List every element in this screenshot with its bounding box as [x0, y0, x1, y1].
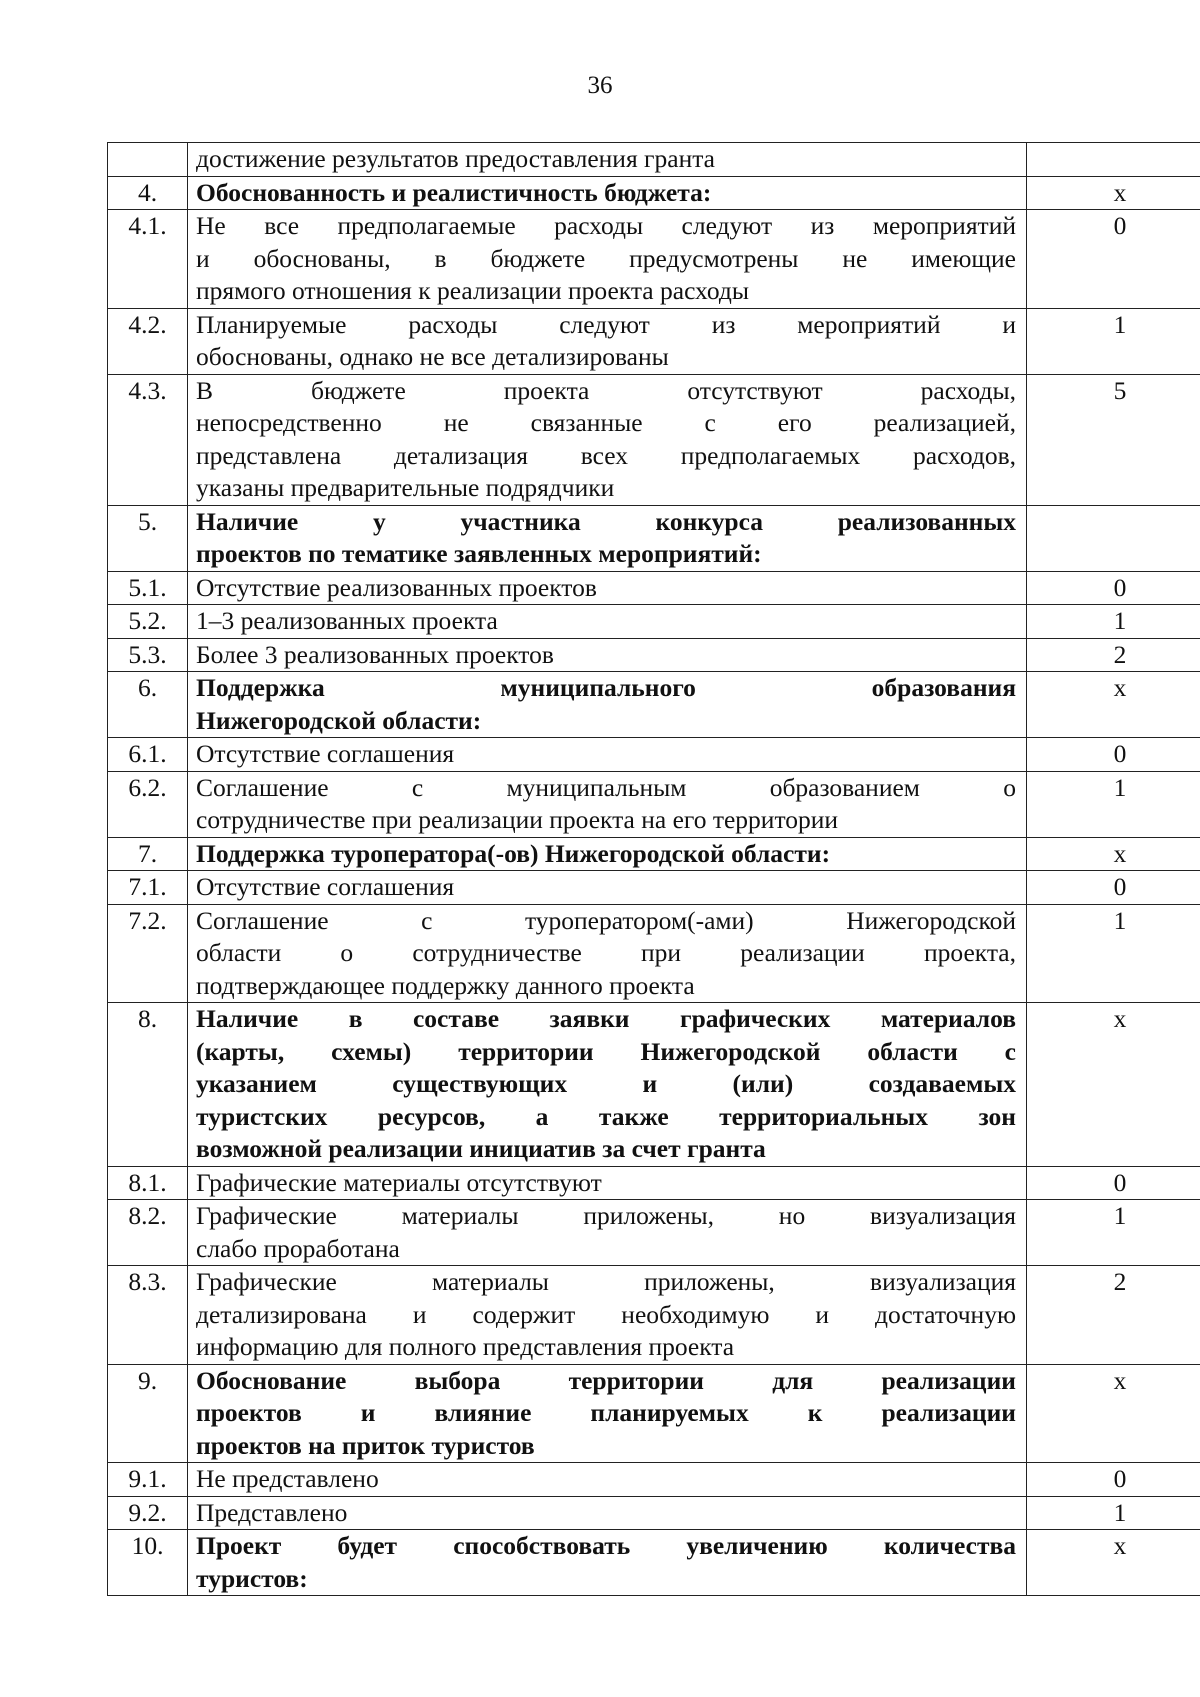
criterion-text-line: слабо проработана	[196, 1233, 400, 1263]
table-row	[108, 638, 1200, 672]
table-row	[108, 308, 1200, 374]
criterion-text-line: Представлено	[196, 1497, 348, 1527]
row-number: 7.1.	[108, 871, 188, 905]
criterion-text-line: Графические материалы отсутствуют	[196, 1167, 602, 1197]
criterion-text	[188, 738, 1027, 772]
criteria-table-body	[108, 143, 1200, 1596]
criterion-text-line: детализирована и содержит необходимую и достаточную	[196, 1299, 1016, 1329]
score-value: х	[1027, 672, 1200, 738]
score-value: 1	[1027, 1200, 1200, 1266]
criterion-text-line: (карты, схемы) территории Нижегородской области с	[196, 1036, 1016, 1066]
criterion-text-line: указанием существующих и (или) создаваемых	[196, 1069, 1016, 1098]
criterion-text	[188, 143, 1027, 177]
criterion-text-line: представлена детализация всех предполагаемых расходов,	[196, 440, 1016, 470]
criterion-text-line: Отсутствие соглашения	[196, 872, 455, 901]
criterion-text-line: туристских ресурсов, а также территориальных зон	[196, 1101, 1016, 1131]
score-value: 0	[1027, 871, 1200, 905]
criterion-text-line: информацию для полного представления проекта	[196, 1332, 735, 1361]
criterion-text-line: Планируемые расходы следуют из мероприятий и	[196, 309, 1016, 339]
criterion-text-line: области о сотрудничестве при реализации проекта,	[196, 938, 1016, 967]
row-number: 9.	[108, 1364, 188, 1463]
criterion-text-line: туристов:	[196, 1563, 308, 1593]
row-number: 5.1.	[108, 571, 188, 605]
criterion-text-line: возможной реализации инициатив за счет гранта	[196, 1134, 766, 1163]
criterion-text-line: проектов по тематике заявленных мероприятий:	[196, 539, 762, 568]
row-number: 7.2.	[108, 904, 188, 1003]
criterion-text-line: Поддержка муниципального образования	[196, 673, 1016, 702]
criterion-text-line: Соглашение с туроператором(-ами) Нижегородской	[196, 905, 1016, 935]
score-value: х	[1027, 176, 1200, 210]
score-value: 2	[1027, 638, 1200, 672]
score-value: х	[1027, 1530, 1200, 1596]
score-value: х	[1027, 1003, 1200, 1167]
criterion-text	[188, 1463, 1027, 1497]
row-number: 9.2.	[108, 1496, 188, 1530]
score-value: 0	[1027, 210, 1200, 309]
score-value	[1027, 505, 1200, 571]
criterion-text-line: В бюджете проекта отсутствуют расходы,	[196, 375, 1016, 405]
score-value: х	[1027, 837, 1200, 871]
page-number: 36	[587, 72, 613, 99]
table-row	[108, 505, 1200, 571]
criterion-text-line: Графические материалы приложены, визуализация	[196, 1267, 1016, 1296]
criterion-text	[188, 771, 1027, 837]
criterion-text-line: непосредственно не связанные с его реализацией,	[196, 408, 1016, 437]
table-row	[108, 672, 1200, 738]
table-row	[108, 771, 1200, 837]
score-value: 1	[1027, 605, 1200, 639]
criteria-table	[107, 142, 1200, 1596]
table-row	[108, 837, 1200, 871]
row-number: 8.1.	[108, 1166, 188, 1200]
criterion-text	[188, 672, 1027, 738]
criterion-text	[188, 1003, 1027, 1167]
row-number: 5.	[108, 505, 188, 571]
row-number: 4.2.	[108, 308, 188, 374]
criterion-text	[188, 1266, 1027, 1365]
criterion-text	[188, 308, 1027, 374]
score-value: 0	[1027, 738, 1200, 772]
criterion-text	[188, 1166, 1027, 1200]
row-number: 4.	[108, 176, 188, 210]
criterion-text-line: Отсутствие реализованных проектов	[196, 572, 597, 602]
row-number: 6.2.	[108, 771, 188, 837]
criterion-text	[188, 837, 1027, 871]
score-value: 1	[1027, 771, 1200, 837]
table-row	[108, 571, 1200, 605]
criterion-text-line: Графические материалы приложены, но визуализация	[196, 1201, 1016, 1230]
score-value	[1027, 143, 1200, 177]
criterion-text	[188, 871, 1027, 905]
score-value: 1	[1027, 308, 1200, 374]
criterion-text	[188, 176, 1027, 210]
row-number: 10.	[108, 1530, 188, 1596]
table-row	[108, 1166, 1200, 1200]
criterion-text-line: Не представлено	[196, 1464, 379, 1493]
criterion-text-line: достижение результатов предоставления гранта	[196, 144, 715, 173]
score-value: 5	[1027, 374, 1200, 505]
row-number: 5.2.	[108, 605, 188, 639]
score-value: 2	[1027, 1266, 1200, 1365]
criterion-text-line: прямого отношения к реализации проекта расходы	[196, 276, 749, 305]
row-number: 6.1.	[108, 738, 188, 772]
table-row	[108, 904, 1200, 1003]
table-row	[108, 143, 1200, 177]
table-row	[108, 605, 1200, 639]
row-number: 8.3.	[108, 1266, 188, 1365]
criterion-text	[188, 1364, 1027, 1463]
criterion-text	[188, 1530, 1027, 1596]
criterion-text	[188, 210, 1027, 309]
table-row	[108, 738, 1200, 772]
criterion-text	[188, 374, 1027, 505]
table-row	[108, 1496, 1200, 1530]
criterion-text-line: подтверждающее поддержку данного проекта	[196, 970, 695, 1000]
criterion-text-line: Наличие в составе заявки графических материалов	[196, 1004, 1016, 1033]
criterion-text	[188, 505, 1027, 571]
row-number: 7.	[108, 837, 188, 871]
score-value: 0	[1027, 571, 1200, 605]
criterion-text	[188, 638, 1027, 672]
row-number: 9.1.	[108, 1463, 188, 1497]
table-row	[108, 871, 1200, 905]
row-number: 8.2.	[108, 1200, 188, 1266]
score-value: 1	[1027, 904, 1200, 1003]
criterion-text	[188, 904, 1027, 1003]
criterion-text-line: Проект будет способствовать увеличению количества	[196, 1531, 1016, 1560]
score-value: 1	[1027, 1496, 1200, 1530]
criterion-text-line: Обоснование выбора территории для реализации	[196, 1365, 1016, 1395]
criterion-text-line: Нижегородской области:	[196, 705, 482, 735]
table-row	[108, 374, 1200, 505]
table-row	[108, 1530, 1200, 1596]
criterion-text-line: проектов и влияние планируемых к реализации	[196, 1398, 1016, 1427]
criterion-text-line: 1–3 реализованных проекта	[196, 606, 498, 635]
row-number: 6.	[108, 672, 188, 738]
score-value: 0	[1027, 1463, 1200, 1497]
row-number: 4.1.	[108, 210, 188, 309]
criterion-text-line: и обоснованы, в бюджете предусмотрены не имеющие	[196, 243, 1016, 273]
table-row	[108, 1003, 1200, 1167]
table-row	[108, 1364, 1200, 1463]
criterion-text-line: проектов на приток туристов	[196, 1430, 535, 1460]
criterion-text-line: Более 3 реализованных проектов	[196, 639, 554, 669]
row-number: 8.	[108, 1003, 188, 1167]
criterion-text	[188, 605, 1027, 639]
table-row	[108, 176, 1200, 210]
row-number	[108, 143, 188, 177]
criterion-text-line: Отсутствие соглашения	[196, 739, 455, 768]
row-number: 5.3.	[108, 638, 188, 672]
criterion-text-line: Наличие у участника конкурса реализованных	[196, 506, 1016, 536]
criterion-text	[188, 1496, 1027, 1530]
score-value: 0	[1027, 1166, 1200, 1200]
score-value: х	[1027, 1364, 1200, 1463]
table-row	[108, 1463, 1200, 1497]
criterion-text-line: Соглашение с муниципальным образованием о	[196, 772, 1016, 802]
criterion-text-line: Обоснованность и реалистичность бюджета:	[196, 177, 712, 207]
table-row	[108, 1200, 1200, 1266]
criterion-text-line: сотрудничестве при реализации проекта на его территории	[196, 805, 839, 834]
criterion-text-line: Не все предполагаемые расходы следуют из мероприятий	[196, 211, 1016, 240]
criterion-text-line: Поддержка туроператора(-ов) Нижегородской области:	[196, 838, 831, 868]
row-number: 4.3.	[108, 374, 188, 505]
criterion-text	[188, 571, 1027, 605]
table-row	[108, 210, 1200, 309]
criterion-text	[188, 1200, 1027, 1266]
criterion-text-line: обоснованы, однако не все детализированы	[196, 342, 669, 371]
table-row	[108, 1266, 1200, 1365]
criterion-text-line: указаны предварительные подрядчики	[196, 473, 615, 502]
